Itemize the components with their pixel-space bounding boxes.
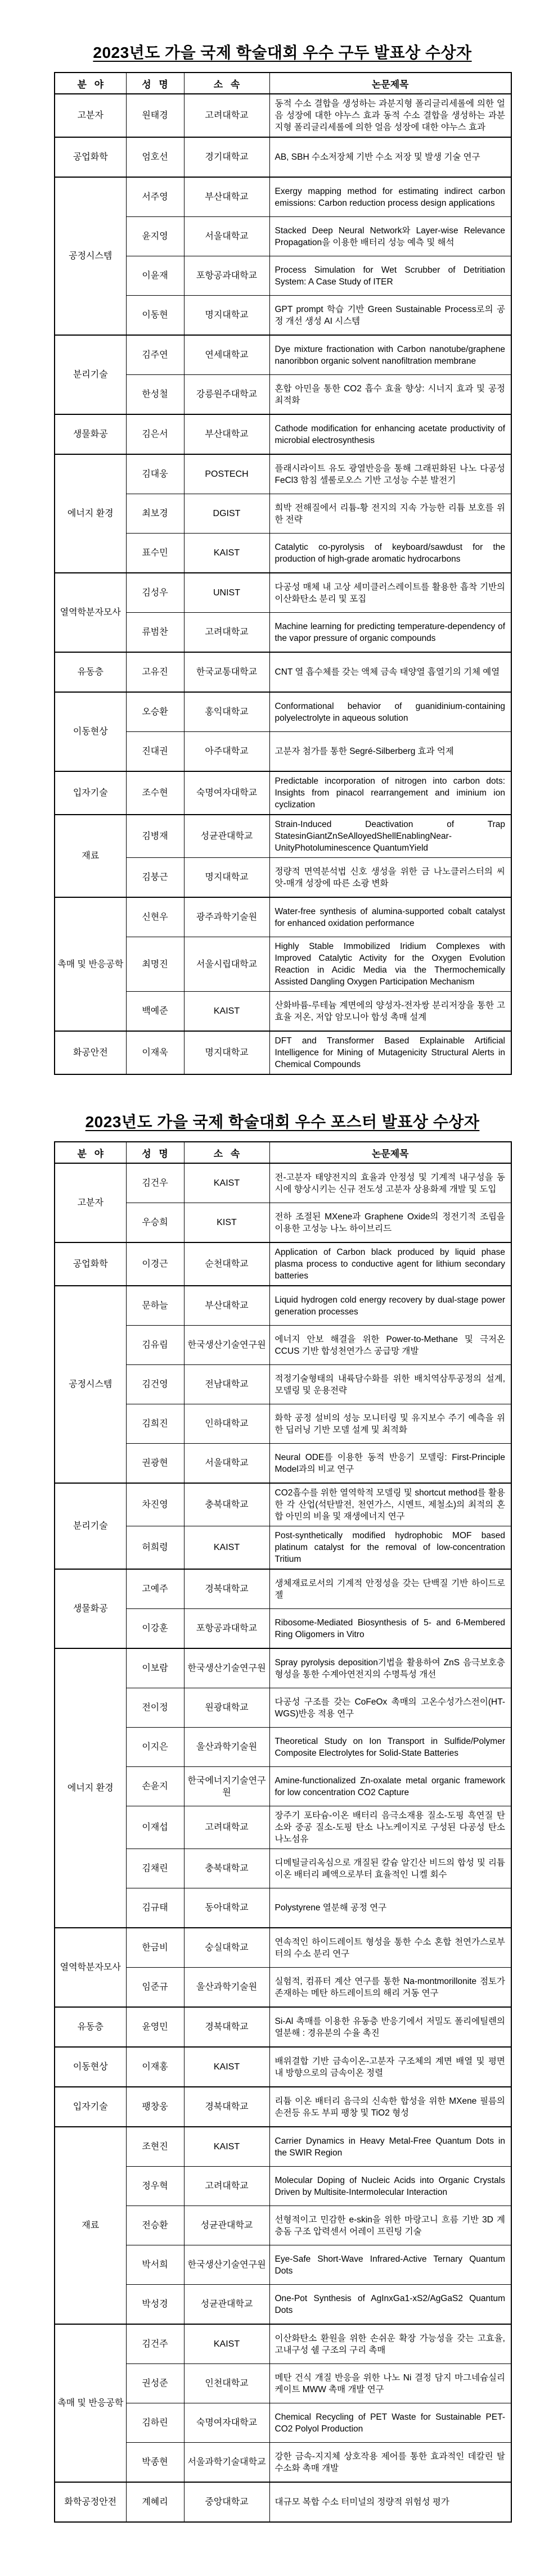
affiliation-cell: 아주대학교 [184,732,269,772]
winner-name-cell: 이윤재 [126,256,184,296]
field-cell: 에너지 환경 [55,454,126,573]
field-cell: 화학공정안전 [55,2482,126,2522]
winner-name-cell: 한금비 [126,1928,184,1968]
winner-name-cell: 오승환 [126,692,184,732]
affiliation-cell: 서울과학기술대학교 [184,2443,269,2483]
paper-title-cell: 전-고분자 태양전지의 효율과 안정성 및 기계적 내구성을 동시에 향상시키는 신규 전도성 고분자 상용화제 개발 및 도입 [269,1163,511,1203]
field-cell: 촉매 및 반응공학 [55,2324,126,2482]
award-row [55,1569,511,1609]
paper-title-cell: Dye mixture fractionation with Carbon nanotube/graphene nanoribbon organic solvent nanofiltration membrane [269,335,511,375]
paper-title-cell: 다공성 매체 내 고상 세미클러스레이트를 활용한 흡착 기반의 이산화탄소 분리 및 포집 [269,573,511,613]
affiliation-cell: 고려대학교 [184,1806,269,1849]
award-row [55,335,511,375]
winner-name-cell: 이재홍 [126,2047,184,2087]
winner-name-cell: 김건우 [126,1163,184,1203]
affiliation-cell: KIST [184,1203,269,1243]
affiliation-cell: 부산대학교 [184,177,269,217]
award-row [55,2007,511,2047]
affiliation-cell: 한국생산기술연구원 [184,2245,269,2285]
winner-name-cell: 이동현 [126,296,184,336]
award-row [55,1242,511,1286]
paper-title-cell: Ribosome-Mediated Biosynthesis of 5- and 6-Membered Ring Oligomers in Vitro [269,1609,511,1649]
paper-title-cell: 연속적인 하이드레이트 형성을 통한 수소 혼합 천연가스로부터의 수소 분리 연구 [269,1928,511,1968]
field-cell: 재료 [55,2127,126,2324]
field-cell: 생물화공 [55,414,126,454]
affiliation-cell: 서울시립대학교 [184,937,269,992]
field-cell: 촉매 및 반응공학 [55,897,126,1031]
winner-name-cell: 전이정 [126,1688,184,1728]
affiliation-cell: KAIST [184,2127,269,2167]
paper-title-cell: 대규모 복합 수소 터미널의 정량적 위험성 평가 [269,2482,511,2522]
affiliation-cell: 인천대학교 [184,2364,269,2403]
paper-title-cell: Polystyrene 열분해 공정 연구 [269,1888,511,1928]
paper-title-cell: 플래시라이트 유도 광열반응을 통해 그래핀화된 나노 다공성 FeCl3 함침 셀룰로오스 기반 고성능 수분 발전기 [269,454,511,494]
winner-name-cell: 김규태 [126,1888,184,1928]
field-cell: 공업화학 [55,1242,126,1286]
affiliation-cell: 서울대학교 [184,1444,269,1484]
paper-title-cell: 배위결합 기반 금속이온-고분자 구조체의 계면 배열 및 평면 내 방향으로의 금속이온 정렬 [269,2047,511,2087]
affiliation-cell: 광주과학기술원 [184,897,269,937]
winner-name-cell: 김병재 [126,815,184,858]
field-cell: 공업화학 [55,137,126,177]
affiliation-cell: 한국교통대학교 [184,652,269,692]
award-row [55,2482,511,2522]
award-row [55,573,511,613]
affiliation-cell: KAIST [184,992,269,1032]
field-cell: 공정시스템 [55,1286,126,1483]
winner-name-cell: 김하린 [126,2403,184,2443]
paper-title-cell: Cathode modification for enhancing acetate productivity of microbial electrosynthesis [269,414,511,454]
winner-name-cell: 이지은 [126,1728,184,1767]
award-row [55,771,511,815]
affiliation-cell: 부산대학교 [184,1286,269,1326]
affiliation-cell: 중앙대학교 [184,2482,269,2522]
winner-name-cell: 임준규 [126,1968,184,2008]
paper-title-cell: 다공성 구조를 갖는 CoFeOx 촉매의 고온수성가스전이(HT-WGS)반응 적용 연구 [269,1688,511,1728]
affiliation-cell: 충북대학교 [184,1483,269,1526]
winner-name-cell: 고유진 [126,652,184,692]
column-header-field: 분 야 [55,73,126,94]
paper-title-cell: 적정기술형태의 내륙담수화를 위한 배치역삼투공정의 설계, 모델링 및 운용전략 [269,1365,511,1404]
paper-title-cell: 생체재료로서의 기계적 안정성을 갖는 단백질 기반 하이드로젤 [269,1569,511,1609]
affiliation-cell: 한국생산기술연구원 [184,1326,269,1365]
oral-awards-table [54,72,512,1075]
winner-name-cell: 백예준 [126,992,184,1032]
paper-title-cell: Conformational behavior of guanidinium-containing polyelectrolyte in aqueous solution [269,692,511,732]
winner-name-cell: 김희진 [126,1404,184,1444]
winner-name-cell: 계혜리 [126,2482,184,2522]
winner-name-cell: 이경근 [126,1242,184,1286]
field-cell: 열역학분자모사 [55,573,126,652]
paper-title-cell: 고분자 첨가를 통한 Segré-Silberberg 효과 억제 [269,732,511,772]
affiliation-cell: 서울대학교 [184,217,269,256]
winner-name-cell: 엄호선 [126,137,184,177]
winner-name-cell: 신현우 [126,897,184,937]
affiliation-cell: KAIST [184,1526,269,1570]
award-row [55,2324,511,2364]
winner-name-cell: 윤영민 [126,2007,184,2047]
award-row [55,897,511,937]
winner-name-cell: 이재섭 [126,1806,184,1849]
field-cell: 재료 [55,815,126,897]
paper-title-cell: Process Simulation for Wet Scrubber of Detritiation System: A Case Study of ITER [269,256,511,296]
affiliation-cell: 명지대학교 [184,1031,269,1074]
paper-title-cell: 화학 공정 설비의 성능 모니터링 및 유지보수 주기 예측을 위한 딥러닝 기반 모델 설계 및 최적화 [269,1404,511,1444]
affiliation-cell: POSTECH [184,454,269,494]
paper-title-cell: Strain-Induced Deactivation of Trap StatesinGiantZnSeAlloyedShellEnablingNear-UnityPhotoluminescence QuantumYield [269,815,511,858]
paper-title-cell: DFT and Transformer Based Explainable Artificial Intelligence for Mining of Mutagenicity Structural Alerts in Chemical Compounds [269,1031,511,1074]
paper-title-cell: Highly Stable Immobilized Iridium Complexes with Improved Catalytic Activity for the Oxygen Evolution Reaction in Acidic Media via the Thermochemically Assisted Dangling Oxygen Participation Mechanism [269,937,511,992]
winner-name-cell: 김붕근 [126,858,184,898]
winner-name-cell: 팽창웅 [126,2087,184,2127]
winner-name-cell: 허희령 [126,1526,184,1570]
award-row [55,137,511,177]
paper-title-cell: 희박 전해질에서 리튬-황 전지의 지속 가능한 리튬 보호를 위한 전략 [269,494,511,534]
field-cell: 열역학분자모사 [55,1928,126,2007]
winner-name-cell: 고예주 [126,1569,184,1609]
field-cell: 화공안전 [55,1031,126,1074]
winner-name-cell: 표수민 [126,534,184,573]
paper-title-cell: 이산화탄소 환원을 위한 손쉬운 확장 가능성을 갖는 고효율, 고내구성 쉘 구조의 구리 촉매 [269,2324,511,2364]
award-row [55,94,511,137]
paper-title-cell: AB, SBH 수소저장체 기반 수소 저장 및 발생 기술 연구 [269,137,511,177]
award-row [55,2127,511,2167]
affiliation-cell: 경북대학교 [184,1569,269,1609]
affiliation-cell: KAIST [184,2324,269,2364]
affiliation-cell: 울산과학기술원 [184,1728,269,1767]
winner-name-cell: 우승희 [126,1203,184,1243]
winner-name-cell: 이재욱 [126,1031,184,1074]
paper-title-cell: CNT 열 흡수체를 갖는 액체 금속 태양열 흡열기의 기체 예열 [269,652,511,692]
affiliation-cell: DGIST [184,494,269,534]
winner-name-cell: 이보람 [126,1648,184,1688]
affiliation-cell: 숙명여자대학교 [184,2403,269,2443]
winner-name-cell: 한성철 [126,375,184,415]
paper-title-cell: 에너지 안보 해결을 위한 Power-to-Methane 및 극저온 CCUS 기반 합성천연가스 공급망 개발 [269,1326,511,1365]
paper-title-cell: GPT prompt 학습 기반 Green Sustainable Process로의 공정 개선 생성 AI 시스템 [269,296,511,336]
award-row [55,454,511,494]
paper-title-cell: One-Pot Synthesis of AgInxGa1-xS2/AgGaS2 Quantum Dots [269,2285,511,2325]
winner-name-cell: 김은서 [126,414,184,454]
winner-name-cell: 권광현 [126,1444,184,1484]
winner-name-cell: 박서희 [126,2245,184,2285]
award-row [55,2047,511,2087]
award-row [55,1928,511,1968]
award-row [55,1163,511,1203]
paper-title-cell: 산화바륨-루테늄 계면에의 양성자-전자쌍 분리저장을 통한 고효율 저온, 저압 암모니아 합성 촉매 설계 [269,992,511,1032]
awards-table-body [55,1163,511,2522]
paper-title-cell: Application of Carbon black produced by liquid phase plasma process to conductive agent for lithium secondary batteries [269,1242,511,1286]
winner-name-cell: 전승환 [126,2206,184,2245]
paper-title-cell: Carrier Dynamics in Heavy Metal-Free Quantum Dots in the SWIR Region [269,2127,511,2167]
field-cell: 공정시스템 [55,177,126,335]
column-header-affiliation: 소 속 [184,73,269,94]
paper-title-cell: CO2흡수를 위한 열역학적 모델링 및 shortcut method를 활용한 각 산업(석탄발전, 천연가스, 시멘트, 제철소)의 최적의 혼합 아민의 비율 및 재생에너지 연구 [269,1483,511,1526]
oral-awards-section [54,40,511,1075]
affiliation-cell: 경북대학교 [184,2007,269,2047]
winner-name-cell: 진대권 [126,732,184,772]
affiliation-cell: 순천대학교 [184,1242,269,1286]
winner-name-cell: 조현진 [126,2127,184,2167]
field-cell: 고분자 [55,94,126,137]
award-row [55,1286,511,1326]
paper-title-cell: Molecular Doping of Nucleic Acids into Organic Crystals Driven by Multisite-Intermolecular Interaction [269,2167,511,2206]
award-row [55,2087,511,2127]
affiliation-cell: 전남대학교 [184,1365,269,1404]
paper-title-cell: Si-Al 촉매를 이용한 유동층 반응기에서 저밀도 폴리에틸렌의 열분해 : 경유분의 수율 촉진 [269,2007,511,2047]
affiliation-cell: 성균관대학교 [184,2285,269,2325]
paper-title-cell: Neural ODE를 이용한 동적 반응기 모델링: First-Principle Model과의 비교 연구 [269,1444,511,1484]
affiliation-cell: 충북대학교 [184,1849,269,1888]
affiliation-cell: UNIST [184,573,269,613]
affiliation-cell: 경기대학교 [184,137,269,177]
winner-name-cell: 서주영 [126,177,184,217]
affiliation-cell: 포항공과대학교 [184,256,269,296]
winner-name-cell: 김건영 [126,1365,184,1404]
winner-name-cell: 손윤지 [126,1767,184,1806]
field-cell: 생물화공 [55,1569,126,1648]
affiliation-cell: 홍익대학교 [184,692,269,732]
winner-name-cell: 권성준 [126,2364,184,2403]
column-header-paper-title: 논문제목 [269,73,511,94]
affiliation-cell: 한국생산기술연구원 [184,1648,269,1688]
field-cell: 입자기술 [55,2087,126,2127]
winner-name-cell: 최보경 [126,494,184,534]
paper-title-cell: 동적 수소 결합을 생성하는 과분지형 폴리글리세롤에 의한 얼음 성장에 대한 야누스 효과 동적 수소 결합을 생성하는 과분지형 폴리글리세롤에 의한 얼음 성장에 대한 야누스 효과 [269,94,511,137]
field-cell: 분리기술 [55,1483,126,1569]
affiliation-cell: 명지대학교 [184,858,269,898]
affiliation-cell: 울산과학기술원 [184,1968,269,2008]
award-row [55,652,511,692]
affiliation-cell: KAIST [184,1163,269,1203]
paper-title-cell: Water-free synthesis of alumina-supported cobalt catalyst for enhanced oxidation performance [269,897,511,937]
paper-title-cell: 실험적, 컴퓨터 계산 연구를 통한 Na-montmorillonite 점토가 존재하는 메탄 하드레이트의 해리 거동 연구 [269,1968,511,2008]
column-header-name: 성 명 [126,73,184,94]
column-header-field: 분 야 [55,1142,126,1163]
affiliation-cell: 고려대학교 [184,2167,269,2206]
winner-name-cell: 김유림 [126,1326,184,1365]
award-row [55,1031,511,1074]
award-row [55,1483,511,1526]
oral-awards-title: 2023년도 가을 국제 학술대회 우수 구두 발표상 수상자 [93,44,472,61]
affiliation-cell: 성균관대학교 [184,815,269,858]
paper-title-cell: 전하 조절된 MXene과 Graphene Oxide의 정전기적 조립을 이용한 고성능 나노 하이브리드 [269,1203,511,1243]
field-cell: 이동현상 [55,692,126,771]
affiliation-cell: 숭실대학교 [184,1928,269,1968]
poster-awards-title: 2023년도 가을 국제 학술대회 우수 포스터 발표상 수상자 [85,1113,480,1131]
header-row [55,1142,511,1163]
paper-title-cell: 리튬 이온 배터리 음극의 신속한 합성을 위한 MXene 필름의 손전등 유도 부피 팽창 및 TiO2 형성 [269,2087,511,2127]
paper-title-cell: Theoretical Study on Ion Transport in Sulfide/Polymer Composite Electrolytes for Solid-State Batteries [269,1728,511,1767]
winner-name-cell: 윤지영 [126,217,184,256]
winner-name-cell: 정우혁 [126,2167,184,2206]
column-header-paper-title: 논문제목 [269,1142,511,1163]
affiliation-cell: 고려대학교 [184,94,269,137]
field-cell: 유동층 [55,2007,126,2047]
winner-name-cell: 원태경 [126,94,184,137]
affiliation-cell: 명지대학교 [184,296,269,336]
paper-title-cell: Eye-Safe Short-Wave Infrared-Active Ternary Quantum Dots [269,2245,511,2285]
winner-name-cell: 차진영 [126,1483,184,1526]
award-row [55,1648,511,1688]
header-row [55,73,511,94]
paper-title-cell: 디메틸글리옥심으로 개질된 칼슘 알긴산 비드의 합성 및 리튬 이온 배터리 폐액으로부터 효율적인 니켈 회수 [269,1849,511,1888]
affiliation-cell: 성균관대학교 [184,2206,269,2245]
field-cell: 이동현상 [55,2047,126,2087]
affiliation-cell: KAIST [184,534,269,573]
affiliation-cell: 경북대학교 [184,2087,269,2127]
paper-title-cell: Catalytic co-pyrolysis of keyboard/sawdust for the production of high-grade aromatic hydrocarbons [269,534,511,573]
paper-title-cell: Amine-functionalized Zn-oxalate metal organic framework for low concentration CO2 Capture [269,1767,511,1806]
affiliation-cell: 원광대학교 [184,1688,269,1728]
paper-title-cell: Post-synthetically modified hydrophobic MOF based platinum catalyst for the removal of low-concentration Tritium [269,1526,511,1570]
affiliation-cell: KAIST [184,2047,269,2087]
affiliation-cell: 숙명여자대학교 [184,771,269,815]
winner-name-cell: 김성우 [126,573,184,613]
winner-name-cell: 김대웅 [126,454,184,494]
poster-awards-table [54,1141,512,2523]
field-cell: 분리기술 [55,335,126,414]
paper-title-cell: Exergy mapping method for estimating indirect carbon emissions: Carbon reduction process design applications [269,177,511,217]
paper-title-cell: Predictable incorporation of nitrogen into carbon dots: Insights from pinacol rearrangement and iminium ion cyclization [269,771,511,815]
paper-title-cell: 혼합 아민을 통한 CO2 흡수 효율 향상: 시너지 효과 및 공정 최적화 [269,375,511,415]
paper-title-cell: Liquid hydrogen cold energy recovery by dual-stage power generation processes [269,1286,511,1326]
winner-name-cell: 박성경 [126,2285,184,2325]
paper-title-cell: 강한 금속-지지체 상호작용 제어를 통한 효과적인 데칼린 탈수소화 촉매 개발 [269,2443,511,2483]
paper-title-cell: 정량적 면역분석법 신호 생성을 위한 금 나노클러스터의 씨앗-매개 성장에 따른 소광 변화 [269,858,511,898]
winner-name-cell: 김채린 [126,1849,184,1888]
affiliation-cell: 한국에너지기술연구원 [184,1767,269,1806]
paper-title-cell: 메탄 건식 개질 반응을 위한 나노 Ni 결정 담지 마그네슘실리케이트 MWW 촉매 개발 연구 [269,2364,511,2403]
winner-name-cell: 김주연 [126,335,184,375]
winner-name-cell: 최명진 [126,937,184,992]
poster-awards-section [54,1110,511,2523]
field-cell: 입자기술 [55,771,126,815]
column-header-name: 성 명 [126,1142,184,1163]
affiliation-cell: 동아대학교 [184,1888,269,1928]
field-cell: 고분자 [55,1163,126,1242]
award-row [55,414,511,454]
affiliation-cell: 고려대학교 [184,613,269,653]
winner-name-cell: 박종현 [126,2443,184,2483]
affiliation-cell: 부산대학교 [184,414,269,454]
paper-title-cell: Chemical Recycling of PET Waste for Sustainable PET-CO2 Polyol Production [269,2403,511,2443]
winner-name-cell: 류범찬 [126,613,184,653]
field-cell: 에너지 환경 [55,1648,126,1928]
winner-name-cell: 김건주 [126,2324,184,2364]
award-row [55,692,511,732]
winner-name-cell: 문하늘 [126,1286,184,1326]
paper-title-cell: 장주기 포타슘-이온 배터리 음극소재용 질소-도핑 흑연질 탄소와 중공 질소-도핑 탄소 나노케이지로 구성된 다공성 탄소 나노섬유 [269,1806,511,1849]
affiliation-cell: 강릉원주대학교 [184,375,269,415]
affiliation-cell: 연세대학교 [184,335,269,375]
award-row [55,815,511,858]
affiliation-cell: 포항공과대학교 [184,1609,269,1649]
affiliation-cell: 인하대학교 [184,1404,269,1444]
winner-name-cell: 이강훈 [126,1609,184,1649]
field-cell: 유동층 [55,652,126,692]
awards-table-body [55,94,511,1074]
paper-title-cell: 선형적이고 민감한 e-skin을 위한 마랑고니 흐름 기반 3D 계층돔 구조 압력센서 어레이 프린팅 기술 [269,2206,511,2245]
winner-name-cell: 조수현 [126,771,184,815]
column-header-affiliation: 소 속 [184,1142,269,1163]
award-row [55,177,511,217]
paper-title-cell: Spray pyrolysis deposition기법을 활용하여 ZnS 음극보호층 형성을 통한 수계아연전지의 수명특성 개선 [269,1648,511,1688]
paper-title-cell: Machine learning for predicting temperature-dependency of the vapor pressure of organic compounds [269,613,511,653]
paper-title-cell: Stacked Deep Neural Network와 Layer-wise Relevance Propagation을 이용한 배터리 성능 예측 및 해석 [269,217,511,256]
